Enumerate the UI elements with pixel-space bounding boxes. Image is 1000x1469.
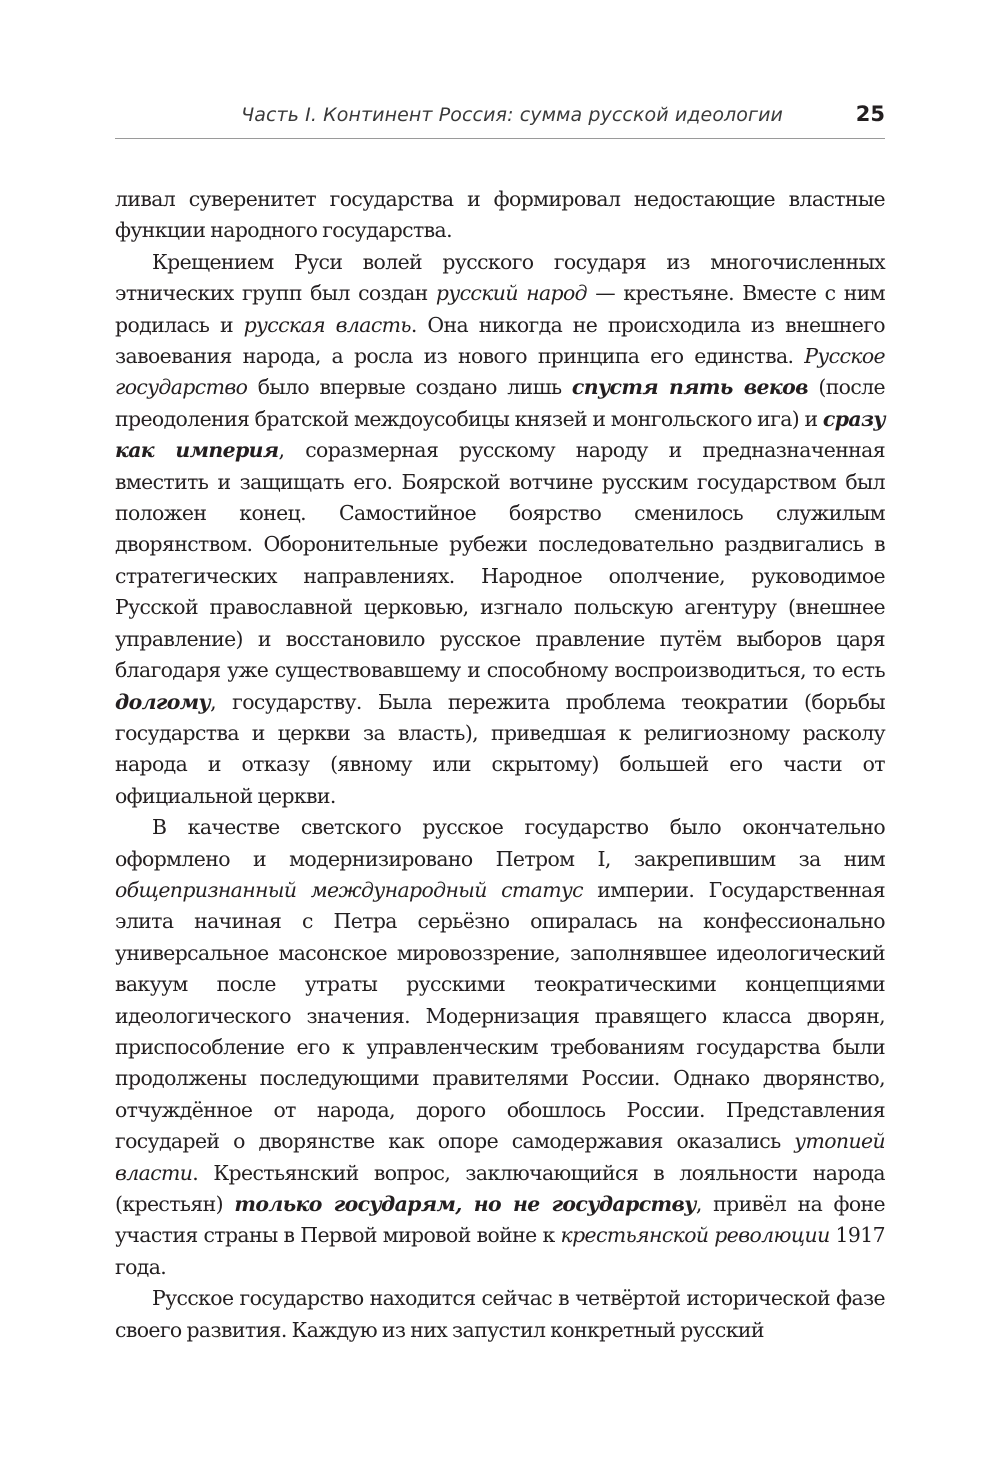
bold-emphasis: спустя пять веков — [571, 375, 808, 400]
paragraph — [115, 184, 885, 247]
running-title: Часть I. Континент Россия: сумма русской идеологии — [241, 104, 783, 126]
running-header — [115, 98, 885, 139]
text-run: (после преодоления братской междоусобицы князей и монгольского ига) и — [115, 375, 885, 431]
paragraph — [115, 247, 885, 812]
text-run: . Крестьянский вопрос, заключающийся в лояльности народа (крестьян) — [115, 1160, 885, 1216]
text-run: В качестве светского русское государство было окончательно оформлено и модернизировано Петром I, закрепившим за ним — [115, 815, 885, 871]
bold-emphasis: только государям, но не государству — [234, 1192, 696, 1216]
text-run: , привёл на фоне участия страны в Первой мировой войне к — [115, 1192, 886, 1248]
text-run: . Она никогда не происходила из внешнего завоевания народа, а росла из нового принципа его единства. — [115, 312, 885, 369]
text-run: Крещением Руси волей русского государя из многочисленных этнических групп был создан — [115, 249, 885, 306]
italic-emphasis: Русское государство — [115, 344, 885, 400]
text-run: было впервые создано лишь — [247, 375, 572, 400]
italic-emphasis: русский народ — [435, 281, 587, 306]
body-text — [115, 184, 885, 1346]
text-run: , государству. Была пережита проблема теократии (борьбы государства и церкви за власть), приведшая к религиозному расколу народа и отказу (явному или скрытому) большей его части от официальной церкви. — [115, 689, 885, 808]
paragraph — [115, 812, 885, 1283]
bold-emphasis: долгому — [115, 689, 211, 714]
italic-emphasis: крестьянской революции — [560, 1223, 830, 1248]
italic-emphasis: русская власть — [243, 312, 411, 337]
text-run: — крестьяне. Вместе с ним родилась и — [115, 281, 886, 337]
italic-emphasis: утопией власти — [115, 1129, 885, 1185]
italic-emphasis: общепризнанный международный статус — [115, 877, 583, 902]
text-run: империи. Государственная элита начиная с Петра серьёзно опиралась на конфессионально универсальное масонское мировоззрение, заполнявшее идеологический вакуум после утраты русскими теократическими концепциями идеологического значения. Модернизация правящего класса дворян, приспособление его к управленческим требованиям государства были продолжены последующими правителями России. Однако дворянство, отчуждённое от народа, дорого обошлось России. Представления государей о дворянстве как опоре самодержавия оказались — [115, 877, 885, 1154]
bold-emphasis: сразу как империя — [115, 406, 885, 463]
text-run: , соразмерная русскому народу и предназначенная вместить и защищать его. Боярской вотчине русским государством был положен конец. Самостийное боярство сменилось служилым дворянством. Оборонительные рубежи последовательно раздвигались в стратегических направлениях. Народное ополчение, руководимое Русской православной церковью, изгнало польскую агентуру (внешнее управление) и восстановило русское правление путём выборов царя благодаря уже существовавшему и способному воспроизводиться, то есть — [115, 438, 885, 683]
text-run: Русское государство находится сейчас в четвёртой исторической фазе своего развития. Каждую из них запустил конкретный русский — [115, 1286, 885, 1342]
paragraph — [115, 1283, 885, 1346]
text-run: 1917 года. — [115, 1223, 885, 1279]
book-page — [115, 98, 885, 1346]
text-run: ливал суверенитет государства и формировал недостающие властные функции народного государства. — [115, 187, 885, 243]
page-number: 25 — [855, 102, 885, 126]
